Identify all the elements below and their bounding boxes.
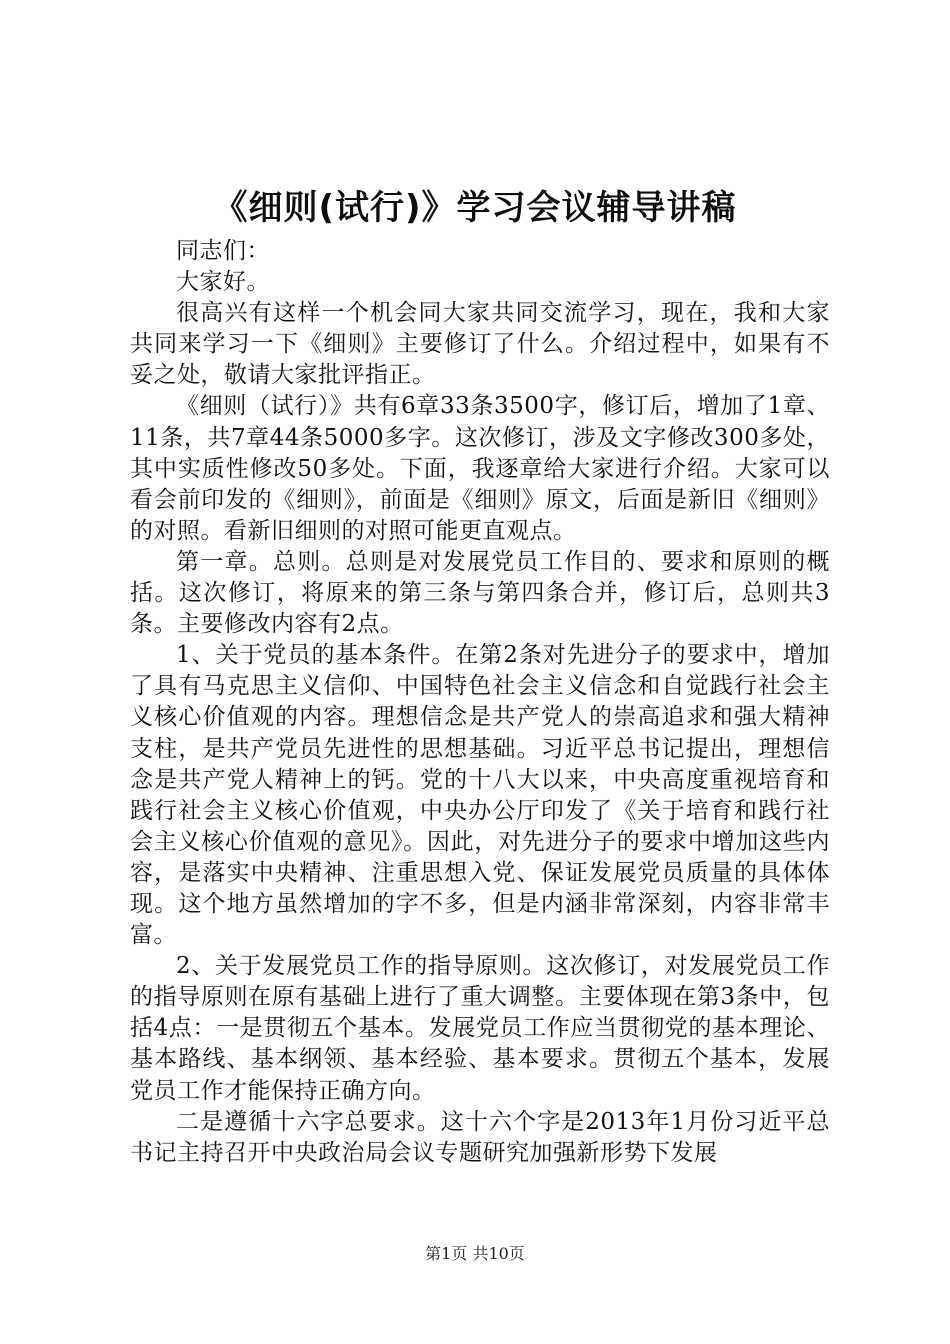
document-body xyxy=(130,236,830,1169)
paragraph-salutation: 同志们： xyxy=(176,238,270,264)
paragraph-intro: 很高兴有这样一个机会同大家共同交流学习，现在，我和大家共同来学习一下《细则》主要修订了什么。介绍过程中，如果有不妥之处，敬请大家批评指正。 xyxy=(130,300,830,389)
paragraph-chapter-one: 第一章。总则。总则是对发展党员工作目的、要求和原则的概括。这次修订，将原来的第三条与第四条合并，修订后，总则共3条。主要修改内容有2点。 xyxy=(130,548,830,638)
paragraph-point-two: 2、关于发展党员工作的指导原则。这次修订，对发展党员工作的指导原则在原有基础上进行了重大调整。主要体现在第3条中，包括4点：一是贯彻五个基本。发展党员工作应当贯彻党的基本理论、基本路线、基本纲领、基本经验、基本要求。贯彻五个基本，发展党员工作才能保持正确方向。 xyxy=(130,953,830,1104)
paragraph-overview: 《细则（试行）》共有6章33条3500字，修订后，增加了1章、11条，共7章44条5000多字。这次修订，涉及文字修改300多处，其中实质性修改50多处。下面，我逐章给大家进行介绍。大家可以看会前印发的《细则》，前面是《细则》原文，后面是新旧《细则》的对照。看新旧细则的对照可能更直观点。 xyxy=(130,393,830,544)
document-title: 《细则(试行)》学习会议辅导讲稿 xyxy=(213,188,737,228)
page-number-footer: 第1页 共10页 xyxy=(425,1244,525,1263)
paragraph-greeting: 大家好。 xyxy=(176,269,270,296)
paragraph-sixteen-characters: 二是遵循十六字总要求。这十六个字是2013年1月份习近平总书记主持召开中央政治局会议专题研究加强新形势下发展 xyxy=(130,1108,830,1166)
paragraph-point-one: 1、关于党员的基本条件。在第2条对先进分子的要求中，增加了具有马克思主义信仰、中国特色社会主义信念和自觉践行社会主义核心价值观的内容。理想信念是共产党人的崇高追求和强大精神支柱，是共产党员先进性的思想基础。习近平总书记提出，理想信念是共产党人精神上的钙。党的十八大以来，中央高度重视培育和践行社会主义核心价值观，中央办公厅印发了《关于培育和践行社会主义核心价值观的意见》。因此，对先进分子的要求中增加这些内容，是落实中央精神、注重思想入党、保证发展党员质量的具体体现。这个地方虽然增加的字不多，但是内涵非常深刻，内容非常丰富。 xyxy=(130,642,830,949)
